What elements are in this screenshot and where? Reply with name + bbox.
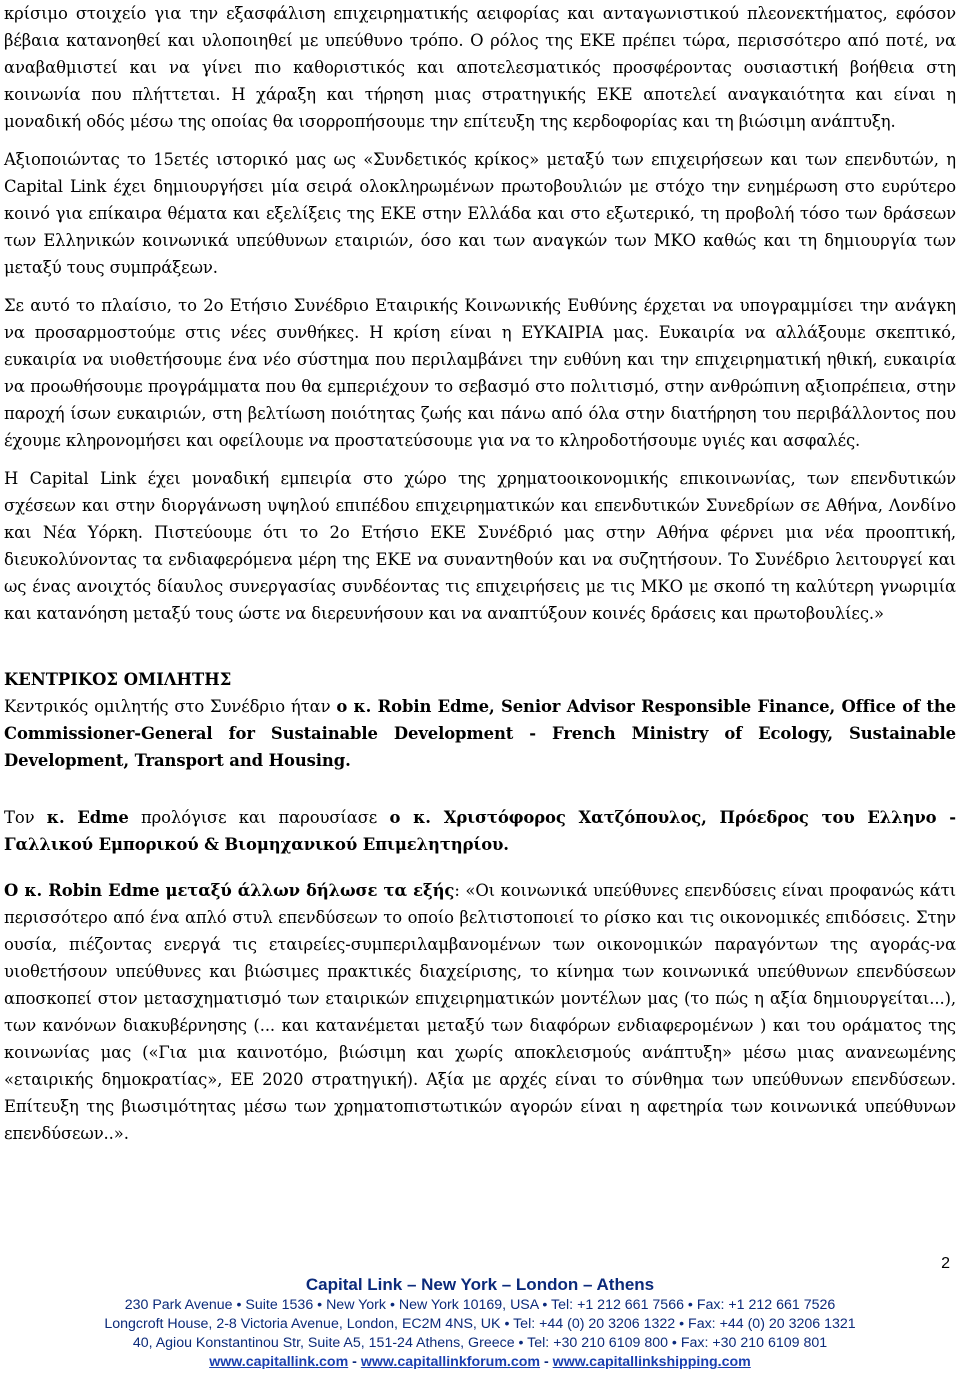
link-capitallinkforum[interactable]: www.capitallinkforum.com	[360, 1354, 541, 1370]
link-separator: -	[348, 1354, 361, 1370]
link-capitallink[interactable]: www.capitallink.com	[209, 1354, 349, 1370]
paragraph-keynote-speaker	[4, 693, 956, 774]
paragraph-speaker-introduction	[4, 804, 956, 858]
footer-title: Capital Link – New York – London – Athens	[305, 1275, 655, 1294]
letterhead-footer	[0, 1274, 960, 1372]
footer-address-athens: 40, Agiou Konstantinou Str, Suite A5, 151-24 Athens, Greece • Tel: +30 210 6109 800 • Fax: +30 210 6109 801	[132, 1335, 828, 1351]
paragraph-csr-strategy: κρίσιμο στοιχείο για την εξασφάλιση επιχειρηματικής αειφορίας και ανταγωνιστικού πλεονεκτήματος, εφόσον βέβαια κατανοηθεί και υλοποιηθεί με υπεύθυνο τρόπο. Ο ρόλος της ΕΚΕ πρέπει τώρα, περισσότερο από ποτέ, να αναβαθμιστεί και να γίνει πιο καθοριστικός και αποτελεσματικός προσφέροντας ουσιαστική βοήθεια στη κοινωνία που πλήττεται. Η χάραξη και τήρηση μιας στρατηγικής ΕΚΕ αποτελεί αναγκαιότητα και είναι η μοναδική οδός μέσω της οποίας θα ισορροπήσουμε την επίτευξη της κερδοφορίας και τη βιώσιμη ανάπτυξη.	[4, 4, 956, 131]
document-page	[4, 0, 956, 1158]
speaker-intro-text: Κεντρικός ομιλητής στο Συνέδριο ήταν	[4, 697, 337, 716]
quote-lead-bold: Ο κ. Robin Edme μεταξύ άλλων δήλωσε τα εξής	[4, 881, 455, 900]
footer-address-new-york: 230 Park Avenue • Suite 1536 • New York • New York 10169, USA • Tel: +1 212 661 7566 • Fax: +1 212 661 7526	[124, 1297, 836, 1313]
footer-links	[0, 1353, 960, 1372]
paragraph-conference-context: Σε αυτό το πλαίσιο, το 2ο Ετήσιο Συνέδριο Εταιρικής Κοινωνικής Ευθύνης έρχεται να υπογραμμίσει την ανάγκη να προσαρμοστούμε στις νέες συνθήκες. Η κρίση είναι η ΕΥΚΑΙΡΙΑ μας. Ευκαιρία να αλλάξουμε σκεπτικό, ευκαιρία να υιοθετήσουμε ένα νέο σύστημα που περιλαμβάνει την ευθύνη και την επιχειρηματική ηθική, ευκαιρία να προωθήσουμε προγράμματα που θα εμπεριέχουν το σεβασμό στο πολιτισμό, στην ανθρώπινη αξιοπρέπεια, στην παροχή ίσων ευκαιριών, στη βελτίωση ποιότητας ζωής και πάνω από όλα στην διατήρηση του περιβάλλοντος που έχουμε κληρονομήσει και οφείλουμε να προστατεύσουμε για να το κληροδοτήσουμε υγιές και ασφαλές.	[4, 296, 956, 450]
footer-address-london: Longcroft House, 2-8 Victoria Avenue, London, EC2M 4NS, UK • Tel: +44 (0) 20 3206 1322 • Fax: +44 (0) 20 3206 1321	[104, 1316, 856, 1332]
quote-text: : «Οι κοινωνικά υπεύθυνες επενδύσεις είναι προφανώς κάτι περισσότερο από ένα απλό στυλ επενδύσεων το οποίο βελτιστοποιεί το ρίσκο και τις οικονομικές επιδόσεις. Στην ουσία, πιέζοντας ενεργά τις εταιρείες-συμπεριλαμβανομένων των οικονομικών παραγόντων της αγοράς-να υιοθετήσουν υπεύθυνες και βιώσιμες πρακτικές διαχείρισης, το κίνημα των κοινωνικά υπεύθυνων επενδύσεων αποσκοπεί στον μετασχηματισμό των εταιρικών επιχειρηματικών μοντέλων μας (το πώς η αξία δημιουργείται...), των κανόνων διακυβέρνησης (... και κατανέμεται μεταξύ των διαφόρων ενδιαφερομένων ) και του οράματος της κοινωνίας μας («Για μια καινοτόμο, βιώσιμη και χωρίς αποκλεισμούς ανάπτυξη» μέσω μιας ανανεωμένης «εταιρικής δημοκρατίας», ΕΕ 2020 στρατηγική). Αξία με αρχές είναι το σύνθημα των υπεύθυνων επενδύσεων. Επίτευξη της βιωσιμότητας μέσω των χρηματοπιστωτικών αγορών είναι η αφετηρία των κοινωνικά υπεύθυνων επενδύσεων..».	[4, 881, 956, 1143]
paragraph-speaker-quote	[4, 877, 956, 1147]
intro-text-2: προλόγισε και παρουσίασε	[128, 808, 390, 827]
section-heading-keynote: ΚΕΝΤΡΙΚΟΣ ΟΜΙΛΗΤΗΣ	[4, 670, 232, 689]
link-capitallinkshipping[interactable]: www.capitallinkshipping.com	[552, 1354, 751, 1370]
intro-bold-edme: κ. Edme	[46, 808, 129, 827]
page-number: 2	[941, 1255, 950, 1272]
intro-text-1: Τον	[4, 808, 47, 827]
intro-bold-chatzopoulos: ο κ. Χριστόφορος Χατζόπουλος, Πρόεδρος του Ελληνο - Γαλλικού Εμπορικού & Βιομηχανικού Επιμελητηρίου.	[4, 808, 956, 854]
paragraph-capital-link-history: Αξιοποιώντας το 15ετές ιστορικό μας ως «Συνδετικός κρίκος» μεταξύ των επιχειρήσεων και των επενδυτών, η Capital Link έχει δημιουργήσει μία σειρά ολοκληρωμένων πρωτοβουλιών με στόχο την ενημέρωση στο ευρύτερο κοινό για επίκαιρα θέματα και εξελίξεις της ΕΚΕ στην Ελλάδα και στο εξωτερικό, τη προβολή τόσο των δράσεων των Ελληνικών κοινωνικά υπεύθυνων εταιριών, όσο και των αναγκών των ΜΚΟ καθώς και τη δημιουργία των μεταξύ τους συμπράξεων.	[4, 150, 956, 277]
speaker-name-bold: ο κ. Robin Edme, Senior Advisor Responsible Finance, Office of the Commissioner-General for Sustainable Development - French Ministry of Ecology, Sustainable Development, Transport and Housing.	[4, 697, 957, 770]
link-separator: -	[540, 1354, 553, 1370]
paragraph-capital-link-experience: Η Capital Link έχει μοναδική εμπειρία στο χώρο της χρηματοοικονομικής επικοινωνίας, των επενδυτικών σχέσεων και στην διοργάνωση υψηλού επιπέδου επιχειρηματικών και επενδυτικών Συνεδρίων σε Αθήνα, Λονδίνο και Νέα Υόρκη. Πιστεύουμε ότι το 2ο Ετήσιο ΕΚΕ Συνέδριό μας στην Αθήνα φέρνει μια νέα προοπτική, διευκολύνοντας τα ενδιαφερόμενα μέρη της ΕΚΕ να συναντηθούν και να συζητήσουν. Το Συνέδριο λειτουργεί και ως ένας ανοιχτός δίαυλος συνεργασίας συνδέοντας τις επιχειρήσεις με τις ΜΚΟ με σκοπό τη καλύτερη γνωριμία και κατανόηση μεταξύ τους ώστε να διερευνήσουν και να αναπτύξουν κοινές δράσεις και πρωτοβουλίες.»	[4, 469, 956, 623]
